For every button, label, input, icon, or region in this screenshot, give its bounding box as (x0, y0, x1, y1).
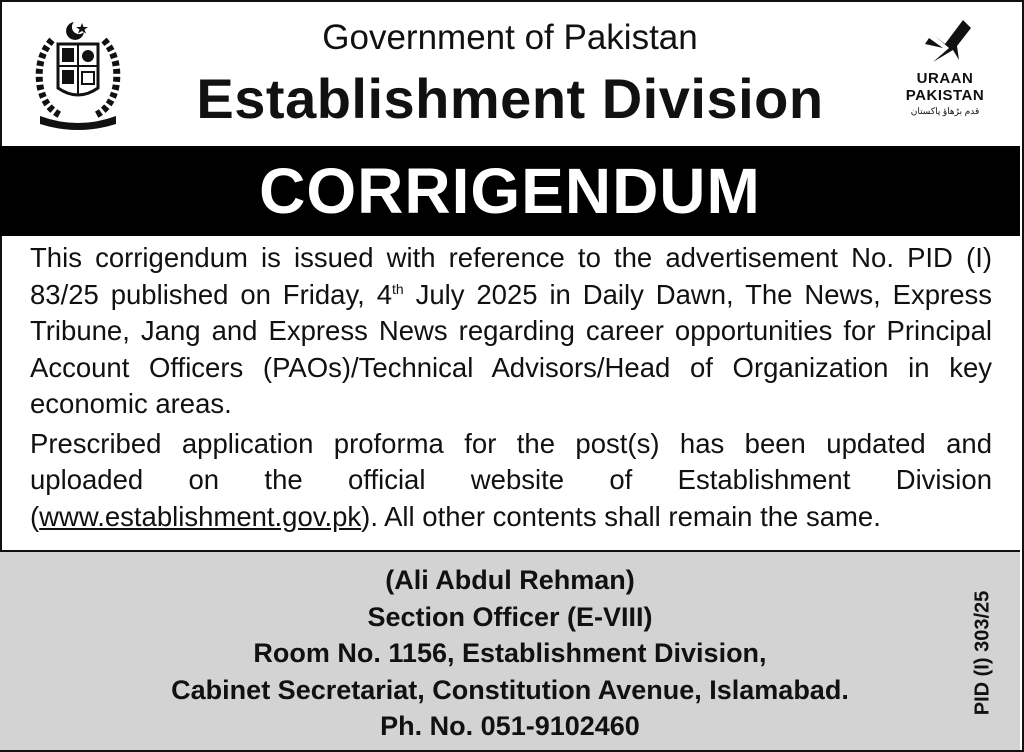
division-title: Establishment Division (196, 67, 824, 130)
paragraph-2-text-b: ). All other contents shall remain the same. (361, 500, 881, 532)
officer-title: Section Officer (E-VIII) (367, 601, 653, 632)
paragraph-1-text-a: This corrigendum is issued with reference to the advertisement No. PID (I) 83/25 published on Friday, 4 (30, 242, 992, 310)
pid-code-text: PID (I) 303/25 (971, 590, 994, 716)
phone-number: Ph. No. 051-9102460 (380, 711, 640, 741)
paragraph-2-text-a: Prescribed application proforma for the post(s) has been updated and uploaded on the official website of Establishment Division ( (30, 427, 992, 532)
signature-block (0, 550, 1020, 750)
notice-body (30, 240, 992, 538)
government-title: Government of Pakistan (322, 18, 698, 57)
corrigendum-banner: CORRIGENDUM (0, 146, 1020, 236)
ordinal-suffix: th (392, 280, 404, 297)
uraan-line-1: URAAN (916, 70, 974, 87)
bird-icon (915, 18, 975, 70)
street-address: Cabinet Secretariat, Constitution Avenue, Islamabad. (171, 674, 849, 705)
header (0, 0, 1020, 146)
officer-name: (Ali Abdul Rehman) (385, 565, 635, 595)
room-address: Room No. 1156, Establishment Division, (253, 638, 767, 668)
paragraph-2 (30, 426, 992, 536)
website-link[interactable]: www.establishment.gov.pk (39, 500, 362, 532)
uraan-tagline: قدم بڑھاؤ پاکستان (910, 106, 980, 116)
uraan-line-2: PAKISTAN (905, 87, 985, 104)
paragraph-1-text-b: July 2025 in Daily Dawn, The News, Express Tribune, Jang and Express News regarding career opportunities for Principal Account Officers (PAOs)/Technical Advisors/Head of Organization in key economic areas. (30, 278, 992, 419)
uraan-pakistan-logo (890, 18, 1000, 128)
paragraph-1 (30, 240, 992, 423)
pid-code (958, 578, 1008, 728)
signature-lines (0, 562, 1020, 745)
